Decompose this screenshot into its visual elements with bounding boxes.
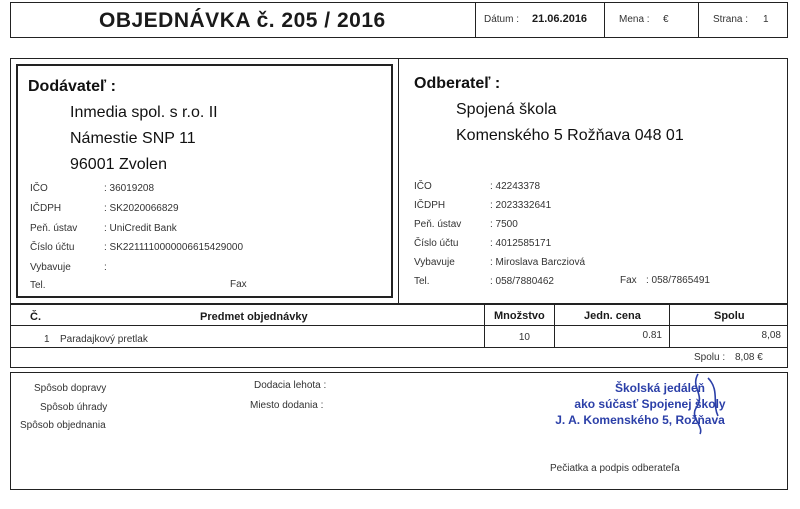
customer-name: Spojená škola [456,101,557,118]
supplier-box [16,64,393,298]
sum-value: 8,08 € [735,352,763,363]
supplier-account-label: Číslo účtu [30,242,75,253]
row-total: 8,08 [761,330,781,341]
customer-tel-value: : 058/7880462 [490,276,554,287]
col-header-total: Spolu [714,310,745,322]
row-unit-price: 0.81 [642,330,662,341]
party-divider [398,58,399,304]
supplier-heading: Dodávateľ : [28,78,116,95]
sum-label: Spolu : [694,352,726,363]
row-subject: Paradajkový pretlak [60,334,148,345]
customer-icdph-label: IČDPH [414,200,446,211]
date-value: 21.06.2016 [532,13,588,25]
header-currency-box [604,2,699,38]
supplier-contact-label: Vybavuje [30,262,71,273]
stamp-line-3: J. A. Komenského 5, Rožňava [555,413,725,427]
delivery-place-label: Miesto dodania : [250,400,324,411]
date-label: Dátum : [484,14,520,25]
col-header-subject: Predmet objednávky [200,311,308,323]
delivery-date-label: Dodacia lehota : [254,380,327,391]
customer-bank-value: : 7500 [490,219,518,230]
supplier-street: Námestie SNP 11 [70,130,196,147]
customer-heading: Odberateľ : [414,75,501,92]
page-value: 1 [763,14,769,25]
stamp-line-2: ako súčasť Spojenej školy [574,397,726,411]
header-page-box [698,2,788,38]
supplier-account-value: : SK2211110000006615429000 [104,242,244,253]
supplier-tel-label: Tel. [30,280,46,291]
customer-ico-label: IČO [414,181,432,192]
supplier-city: 96001 Zvolen [70,156,167,173]
col-header-num: Č. [30,311,41,323]
supplier-fax-label: Fax [230,279,247,290]
customer-account-value: : 4012585171 [490,238,552,249]
row-num: 1 [44,334,50,345]
supplier-ico-label: IČO [30,183,48,194]
payment-method-label: Spôsob úhrady [40,402,108,413]
customer-contact-label: Vybavuje [414,257,455,268]
customer-fax-label: Fax [620,275,637,286]
col-header-quantity: Množstvo [494,310,545,322]
customer-ico-value: : 42243378 [490,181,541,192]
stamp-line-1: Školská jedáleň [614,381,706,395]
supplier-bank-label: Peň. ústav [30,223,78,234]
header-date-box [475,2,605,38]
customer-icdph-value: : 2023332641 [490,200,552,211]
order-method-label: Spôsob objednania [20,420,106,431]
row-quantity: 10 [518,332,530,343]
customer-account-label: Číslo účtu [414,238,459,249]
supplier-contact-value: : [104,262,107,273]
customer-tel-label: Tel. [414,276,430,287]
page-label: Strana : [713,14,749,25]
customer-contact-value: : Miroslava Barcziová [490,257,586,268]
signature-scribble [660,368,750,438]
supplier-ico-value: : 36019208 [104,183,155,194]
currency-value: € [663,14,669,25]
items-header-divider [10,325,788,326]
document-title: OBJEDNÁVKA č. 205 / 2016 [99,9,386,32]
signature-label: Pečiatka a podpis odberateľa [550,463,680,474]
col-header-unit-price: Jedn. cena [584,310,641,322]
supplier-bank-value: : UniCredit Bank [104,223,177,234]
customer-fax-value: : 058/7865491 [646,275,710,286]
customer-bank-label: Peň. ústav [414,219,462,230]
supplier-name: Inmedia spol. s r.o. II [70,104,218,121]
header-title-box [10,2,476,38]
supplier-icdph-label: IČDPH [30,203,62,214]
supplier-icdph-value: : SK2020066829 [104,203,179,214]
items-row-divider [10,347,788,348]
delivery-method-label: Spôsob dopravy [34,383,107,394]
customer-address: Komenského 5 Rožňava 048 01 [456,127,684,144]
currency-label: Mena : [619,14,650,25]
